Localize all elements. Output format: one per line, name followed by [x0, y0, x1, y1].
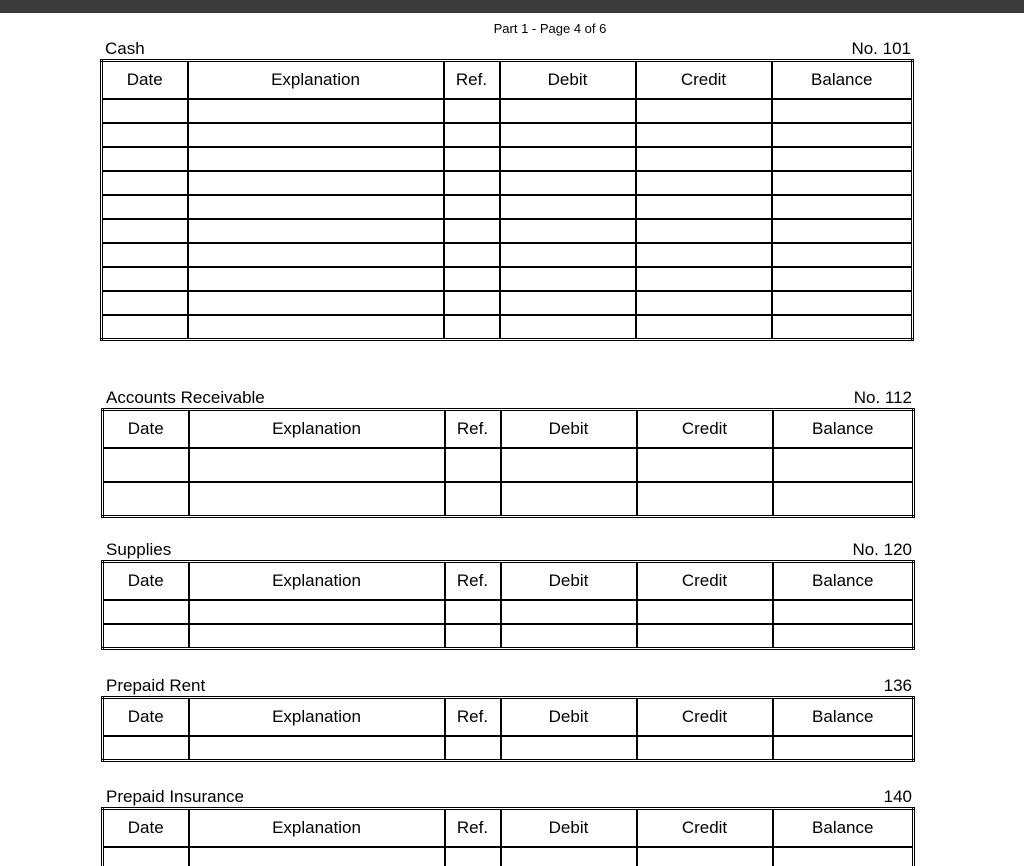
table-row: [103, 600, 914, 624]
column-header-explanation: Explanation: [188, 61, 444, 100]
document-page[interactable]: [0, 13, 1024, 866]
balance-cell[interactable]: [773, 736, 914, 761]
explanation-cell[interactable]: [188, 219, 444, 243]
column-header-debit: Debit: [501, 809, 637, 848]
balance-cell[interactable]: [772, 147, 913, 171]
debit-cell[interactable]: [500, 99, 636, 123]
ledger-table: [101, 560, 915, 650]
table-row: [102, 219, 913, 243]
ref-cell[interactable]: [445, 736, 501, 761]
balance-cell[interactable]: [772, 123, 913, 147]
ref-cell[interactable]: [444, 267, 500, 291]
column-header-credit: Credit: [637, 809, 773, 848]
balance-cell[interactable]: [773, 448, 914, 482]
column-header-date: Date: [103, 809, 189, 848]
ledger-cash: [100, 39, 914, 341]
ledger-table: [101, 696, 915, 762]
ledger-title: [101, 388, 915, 408]
balance-cell[interactable]: [772, 195, 913, 219]
column-header-balance: Balance: [772, 61, 913, 100]
debit-cell[interactable]: [500, 123, 636, 147]
date-cell[interactable]: [102, 195, 188, 219]
date-cell[interactable]: [103, 847, 189, 866]
table-row: [102, 195, 913, 219]
column-header-balance: Balance: [773, 698, 914, 737]
column-header-debit: Debit: [501, 410, 637, 449]
date-cell[interactable]: [102, 123, 188, 147]
date-cell[interactable]: [102, 171, 188, 195]
explanation-cell[interactable]: [188, 147, 444, 171]
table-row: [103, 624, 914, 649]
table-row: [102, 243, 913, 267]
table-row: [102, 147, 913, 171]
ref-cell[interactable]: [444, 123, 500, 147]
ref-cell[interactable]: [444, 219, 500, 243]
column-header-debit: Debit: [501, 562, 637, 601]
explanation-cell[interactable]: [189, 624, 445, 649]
explanation-cell[interactable]: [188, 99, 444, 123]
date-cell[interactable]: [103, 600, 189, 624]
balance-cell[interactable]: [772, 219, 913, 243]
ref-cell[interactable]: [444, 171, 500, 195]
credit-cell[interactable]: [636, 243, 772, 267]
table-row: [103, 736, 914, 761]
column-header-debit: Debit: [500, 61, 636, 100]
ref-cell[interactable]: [445, 847, 501, 866]
column-header-credit: Credit: [637, 698, 773, 737]
page-header: Part 1 - Page 4 of 6: [493, 21, 607, 36]
date-cell[interactable]: [102, 267, 188, 291]
credit-cell[interactable]: [637, 847, 773, 866]
ledger-title: [101, 676, 915, 696]
account-name: Supplies: [106, 540, 172, 559]
credit-cell[interactable]: [636, 267, 772, 291]
explanation-cell[interactable]: [189, 736, 445, 761]
ledger-prepaid-insurance: [101, 787, 915, 866]
debit-cell[interactable]: [500, 315, 636, 340]
viewer-title-bar: [0, 0, 1024, 13]
column-header-explanation: Explanation: [189, 809, 445, 848]
debit-cell[interactable]: [501, 847, 637, 866]
ref-cell[interactable]: [444, 195, 500, 219]
date-cell[interactable]: [102, 147, 188, 171]
date-cell[interactable]: [102, 99, 188, 123]
date-cell[interactable]: [103, 624, 189, 649]
debit-cell[interactable]: [501, 448, 637, 482]
balance-cell[interactable]: [772, 315, 913, 340]
table-row: [102, 315, 913, 340]
header-row: [103, 410, 914, 449]
column-header-credit: Credit: [636, 61, 772, 100]
debit-cell[interactable]: [500, 219, 636, 243]
ref-cell[interactable]: [445, 482, 501, 517]
ledger-prepaid-rent: [101, 676, 915, 762]
balance-cell[interactable]: [772, 99, 913, 123]
column-header-date: Date: [103, 562, 189, 601]
balance-cell[interactable]: [773, 624, 914, 649]
credit-cell[interactable]: [637, 736, 773, 761]
date-cell[interactable]: [103, 448, 189, 482]
column-header-credit: Credit: [637, 410, 773, 449]
ledger-table: [101, 408, 915, 518]
debit-cell[interactable]: [500, 267, 636, 291]
date-cell[interactable]: [102, 243, 188, 267]
explanation-cell[interactable]: [189, 600, 445, 624]
header-row: [103, 698, 914, 737]
date-cell[interactable]: [103, 482, 189, 517]
column-header-debit: Debit: [501, 698, 637, 737]
account-number: No. 112: [853, 388, 912, 407]
ledger-supplies: [101, 540, 915, 650]
date-cell[interactable]: [102, 291, 188, 315]
ledger-title: [100, 39, 914, 59]
date-cell[interactable]: [102, 219, 188, 243]
debit-cell[interactable]: [501, 624, 637, 649]
credit-cell[interactable]: [637, 624, 773, 649]
explanation-cell[interactable]: [189, 482, 445, 517]
explanation-cell[interactable]: [188, 315, 444, 340]
credit-cell[interactable]: [637, 448, 773, 482]
debit-cell[interactable]: [500, 243, 636, 267]
credit-cell[interactable]: [636, 195, 772, 219]
column-header-credit: Credit: [637, 562, 773, 601]
account-name: Prepaid Rent: [106, 676, 206, 695]
column-header-ref: Ref.: [445, 698, 501, 737]
debit-cell[interactable]: [500, 195, 636, 219]
column-header-explanation: Explanation: [189, 410, 445, 449]
table-row: [102, 123, 913, 147]
account-name: Cash: [105, 39, 145, 58]
debit-cell[interactable]: [500, 291, 636, 315]
ref-cell[interactable]: [444, 291, 500, 315]
account-number: 140: [883, 787, 912, 806]
table-row: [102, 171, 913, 195]
account-number: No. 101: [851, 39, 911, 58]
credit-cell[interactable]: [636, 219, 772, 243]
explanation-cell[interactable]: [188, 171, 444, 195]
balance-cell[interactable]: [772, 267, 913, 291]
column-header-ref: Ref.: [445, 410, 501, 449]
account-name: Prepaid Insurance: [106, 787, 244, 806]
ref-cell[interactable]: [444, 99, 500, 123]
debit-cell[interactable]: [501, 736, 637, 761]
ref-cell[interactable]: [444, 315, 500, 340]
explanation-cell[interactable]: [188, 195, 444, 219]
table-row: [102, 267, 913, 291]
balance-cell[interactable]: [772, 171, 913, 195]
column-header-balance: Balance: [773, 410, 914, 449]
balance-cell[interactable]: [772, 291, 913, 315]
account-name: Accounts Receivable: [106, 388, 265, 407]
ledger-table: [101, 807, 915, 866]
header-row: [102, 61, 913, 100]
ledger-title: [101, 540, 915, 560]
debit-cell[interactable]: [501, 482, 637, 517]
credit-cell[interactable]: [636, 99, 772, 123]
credit-cell[interactable]: [636, 291, 772, 315]
table-row: [103, 847, 914, 866]
explanation-cell[interactable]: [189, 847, 445, 866]
account-number: 136: [883, 676, 912, 695]
table-row: [102, 99, 913, 123]
debit-cell[interactable]: [501, 600, 637, 624]
explanation-cell[interactable]: [188, 291, 444, 315]
ledger-accounts-receivable: [101, 388, 915, 518]
balance-cell[interactable]: [773, 482, 914, 517]
date-cell[interactable]: [102, 315, 188, 340]
credit-cell[interactable]: [636, 147, 772, 171]
column-header-balance: Balance: [773, 809, 914, 848]
ref-cell[interactable]: [445, 448, 501, 482]
column-header-explanation: Explanation: [189, 698, 445, 737]
explanation-cell[interactable]: [188, 267, 444, 291]
credit-cell[interactable]: [636, 171, 772, 195]
debit-cell[interactable]: [500, 171, 636, 195]
ledger-table: [100, 59, 914, 341]
explanation-cell[interactable]: [188, 123, 444, 147]
ref-cell[interactable]: [445, 624, 501, 649]
credit-cell[interactable]: [636, 123, 772, 147]
header-row: [103, 809, 914, 848]
table-row: [103, 448, 914, 482]
balance-cell[interactable]: [772, 243, 913, 267]
balance-cell[interactable]: [773, 600, 914, 624]
debit-cell[interactable]: [500, 147, 636, 171]
explanation-cell[interactable]: [188, 243, 444, 267]
column-header-balance: Balance: [773, 562, 914, 601]
column-header-ref: Ref.: [445, 809, 501, 848]
column-header-date: Date: [103, 698, 189, 737]
credit-cell[interactable]: [637, 482, 773, 517]
column-header-ref: Ref.: [445, 562, 501, 601]
explanation-cell[interactable]: [189, 448, 445, 482]
header-row: [103, 562, 914, 601]
account-number: No. 120: [852, 540, 912, 559]
balance-cell[interactable]: [773, 847, 914, 866]
column-header-date: Date: [103, 410, 189, 449]
table-row: [102, 291, 913, 315]
credit-cell[interactable]: [636, 315, 772, 340]
ledger-title: [101, 787, 915, 807]
column-header-ref: Ref.: [444, 61, 500, 100]
ref-cell[interactable]: [445, 600, 501, 624]
credit-cell[interactable]: [637, 600, 773, 624]
column-header-explanation: Explanation: [189, 562, 445, 601]
ref-cell[interactable]: [444, 147, 500, 171]
table-row: [103, 482, 914, 517]
date-cell[interactable]: [103, 736, 189, 761]
column-header-date: Date: [102, 61, 188, 100]
ref-cell[interactable]: [444, 243, 500, 267]
